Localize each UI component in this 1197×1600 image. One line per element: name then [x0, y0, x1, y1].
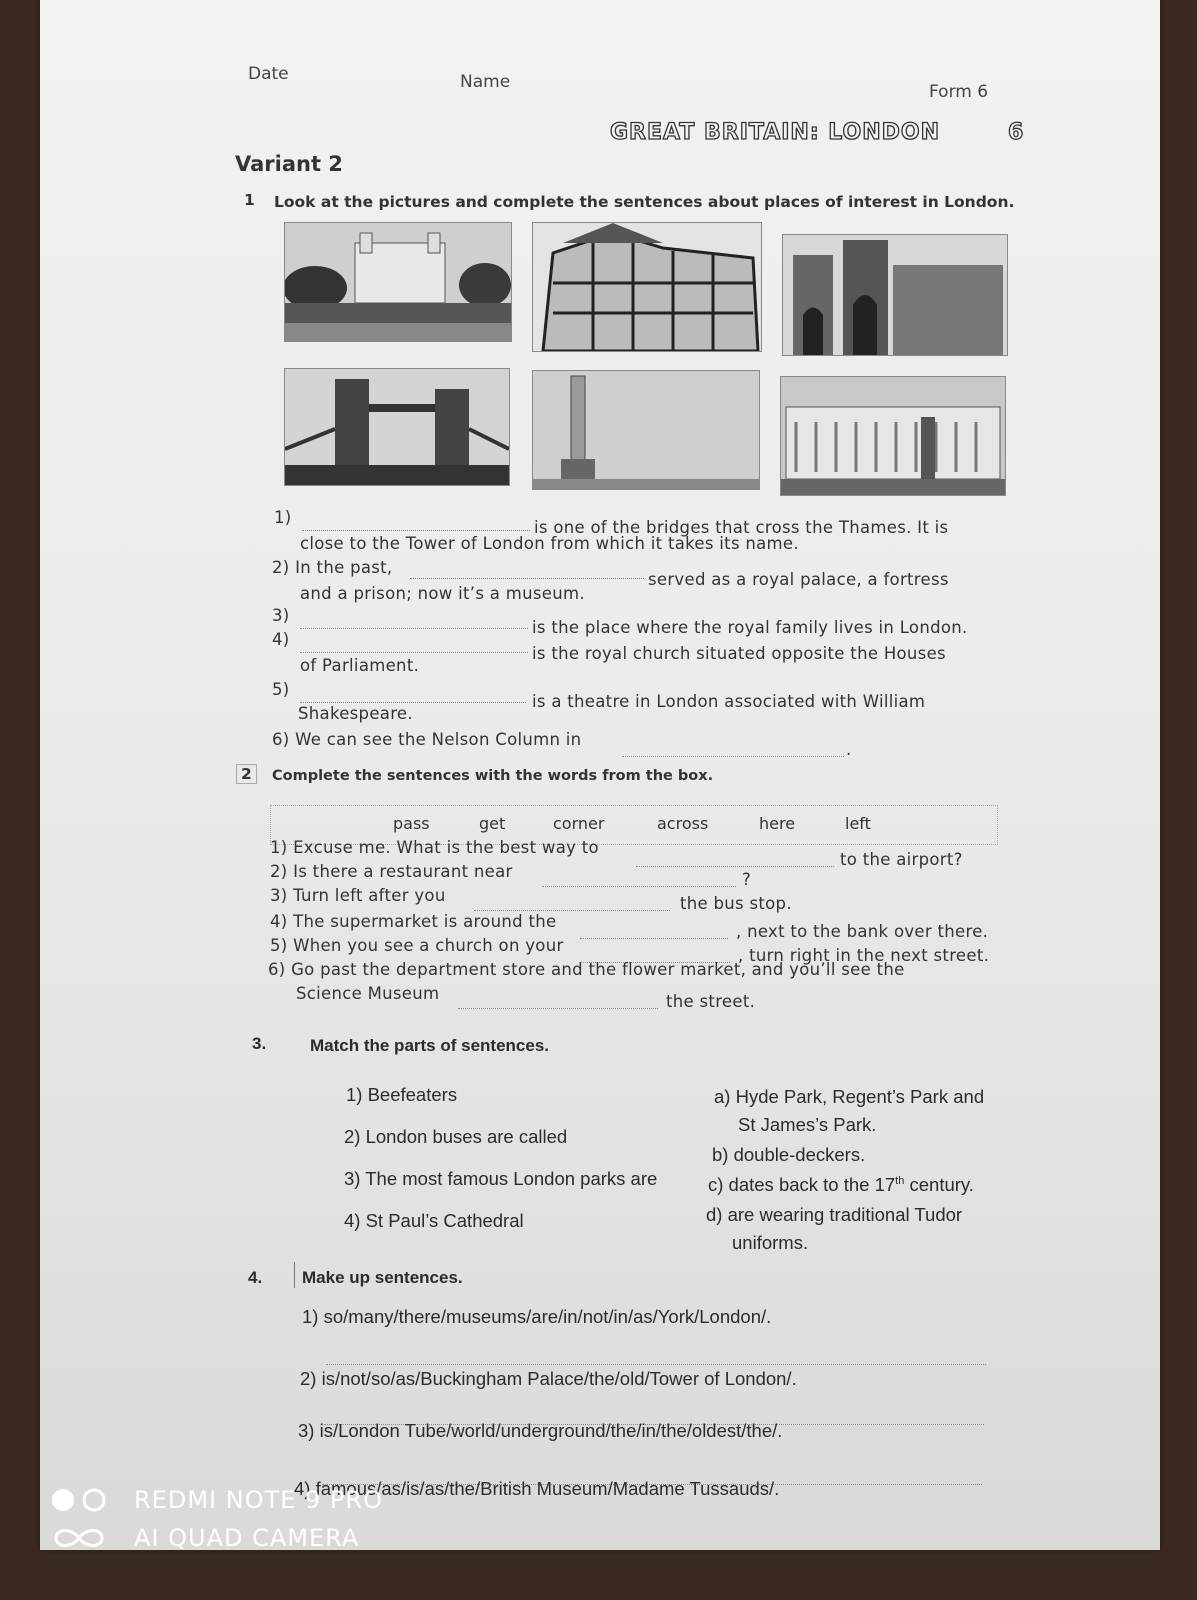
match-right-a: a) Hyde Park, Regent’s Park and: [714, 1086, 985, 1107]
westminster-abbey-icon: [783, 235, 1007, 355]
t1-line-1b: close to the Tower of London from which it takes its name.: [300, 534, 799, 553]
t4-item-1: 1) so/many/there/museums/are/in/not/in/as/York/London/.: [302, 1306, 772, 1327]
t2-line-1b: to the airport?: [840, 850, 963, 869]
t2-blank-2: [542, 886, 736, 887]
t2-line-5b: , turn right in the next street.: [738, 946, 990, 965]
match-right-c-text: c) dates back to the 17: [708, 1174, 896, 1195]
date-label: Date: [248, 64, 289, 84]
t2-line-5a: 5) When you see a church on your: [270, 936, 564, 955]
t1-line-5-num: 5): [272, 680, 290, 699]
match-right-b: b) double-deckers.: [712, 1144, 866, 1165]
tower-of-london-picture: [284, 222, 512, 342]
t1-blank-6: [622, 756, 844, 757]
match-right-c-sup: th: [895, 1174, 905, 1187]
word-pass: pass: [393, 814, 430, 833]
t2-line-6b: Science Museum: [296, 984, 440, 1003]
task2-instruction: Complete the sentences with the words from the box.: [272, 768, 714, 784]
task4-instruction: Make up sentences.: [302, 1268, 463, 1287]
unit-number: 6: [1008, 120, 1025, 145]
t1-line-2c: and a prison; now it’s a museum.: [300, 584, 585, 603]
t4-item-2: 2) is/not/so/as/Buckingham Palace/the/old/Tower of London/.: [300, 1368, 797, 1389]
t4-item-3: 3) is/London Tube/world/underground/the/in/the/oldest/the/.: [298, 1420, 783, 1441]
t1-line-6a: 6) We can see the Nelson Column in: [272, 730, 582, 749]
t1-blank-3: [300, 628, 528, 629]
watermark-line-1: REDMI NOTE 9 PRO: [134, 1486, 383, 1514]
t2-line-3a: 3) Turn left after you: [270, 886, 446, 905]
t1-line-1-num: 1): [274, 508, 292, 527]
task1-instruction: Look at the pictures and complete the sentences about places of interest in London.: [274, 193, 1015, 211]
task4-rule: [294, 1262, 295, 1288]
t4-item-4: 4) famous/as/is/as/the/British Museum/Madame Tussauds/.: [294, 1478, 780, 1499]
word-corner: corner: [553, 814, 605, 833]
watermark-line-2: AI QUAD CAMERA: [134, 1524, 360, 1552]
variant-label: Variant 2: [235, 152, 343, 176]
word-get: get: [479, 814, 506, 833]
t1-line-6b: .: [846, 740, 852, 759]
word-across: across: [657, 814, 709, 833]
nelsons-column-icon: [533, 371, 759, 489]
tower-bridge-picture: [284, 368, 510, 486]
buckingham-palace-icon: [781, 377, 1005, 495]
word-left: left: [845, 814, 871, 833]
nelsons-column-picture: [532, 370, 760, 490]
t1-line-5-text: is a theatre in London associated with William: [532, 692, 926, 711]
t2-blank-6: [458, 1008, 658, 1009]
t4-blank-1: [326, 1364, 986, 1365]
globe-theatre-icon: [533, 223, 761, 351]
match-left-3: 3) The most famous London parks are: [344, 1168, 658, 1189]
task3-number: 3.: [252, 1034, 267, 1053]
word-here: here: [759, 814, 796, 833]
match-right-c-end: century.: [904, 1174, 974, 1195]
t1-line-4-num: 4): [272, 630, 290, 649]
t2-line-3b: the bus stop.: [680, 894, 792, 913]
t2-line-6a: 6) Go past the department store and the flower market, and you’ll see the: [268, 960, 905, 979]
match-right-c: [708, 1174, 974, 1196]
t1-blank-1: [302, 530, 530, 531]
t2-line-4a: 4) The supermarket is around the: [270, 912, 557, 931]
t2-blank-3: [474, 910, 670, 911]
t2-blank-4: [580, 938, 728, 939]
match-right-a2: St James’s Park.: [738, 1114, 877, 1135]
t1-blank-4: [300, 652, 528, 653]
t1-line-4b: of Parliament.: [300, 656, 420, 675]
match-right-d: d) are wearing traditional Tudor: [706, 1204, 963, 1225]
westminster-abbey-picture: [782, 234, 1008, 356]
tower-of-london-icon: [285, 223, 511, 341]
match-left-4: 4) St Paul’s Cathedral: [344, 1210, 524, 1231]
t2-blank-1: [636, 866, 834, 867]
buckingham-palace-picture: [780, 376, 1006, 496]
t1-blank-5: [300, 702, 526, 703]
t1-line-5b: Shakespeare.: [298, 704, 413, 723]
t2-line-2b: ?: [742, 870, 752, 889]
task2-number: 2: [236, 764, 257, 784]
tower-bridge-icon: [285, 369, 509, 485]
worksheet-title: GREAT BRITAIN: LONDON: [610, 120, 941, 145]
t1-line-2b: served as a royal palace, a fortress: [648, 570, 949, 589]
t1-line-3-text: is the place where the royal family lives in London.: [532, 618, 968, 637]
match-left-1: 1) Beefeaters: [346, 1084, 458, 1105]
name-label: Name: [460, 72, 511, 92]
globe-theatre-picture: [532, 222, 762, 352]
t2-line-6c: the street.: [666, 992, 756, 1011]
form-label: Form 6: [929, 82, 989, 102]
match-right-d2: uniforms.: [732, 1232, 809, 1253]
t2-line-2a: 2) Is there a restaurant near: [270, 862, 513, 881]
match-left-2: 2) London buses are called: [344, 1126, 568, 1147]
t1-blank-2: [410, 578, 644, 579]
t1-line-4-text: is the royal church situated opposite the Houses: [532, 644, 946, 663]
t1-line-3-num: 3): [272, 606, 290, 625]
t2-line-4b: , next to the bank over there.: [736, 922, 989, 941]
task4-number: 4.: [248, 1268, 263, 1287]
task1-number: 1: [244, 191, 255, 209]
task3-instruction: Match the parts of sentences.: [310, 1036, 550, 1055]
t2-line-1a: 1) Excuse me. What is the best way to: [270, 838, 599, 857]
infinity-icon: [50, 1526, 108, 1550]
t1-line-2a: 2) In the past,: [272, 558, 393, 577]
camera-dots-icon: [50, 1488, 108, 1512]
t1-line-1-text: is one of the bridges that cross the Thames. It is: [534, 518, 949, 537]
